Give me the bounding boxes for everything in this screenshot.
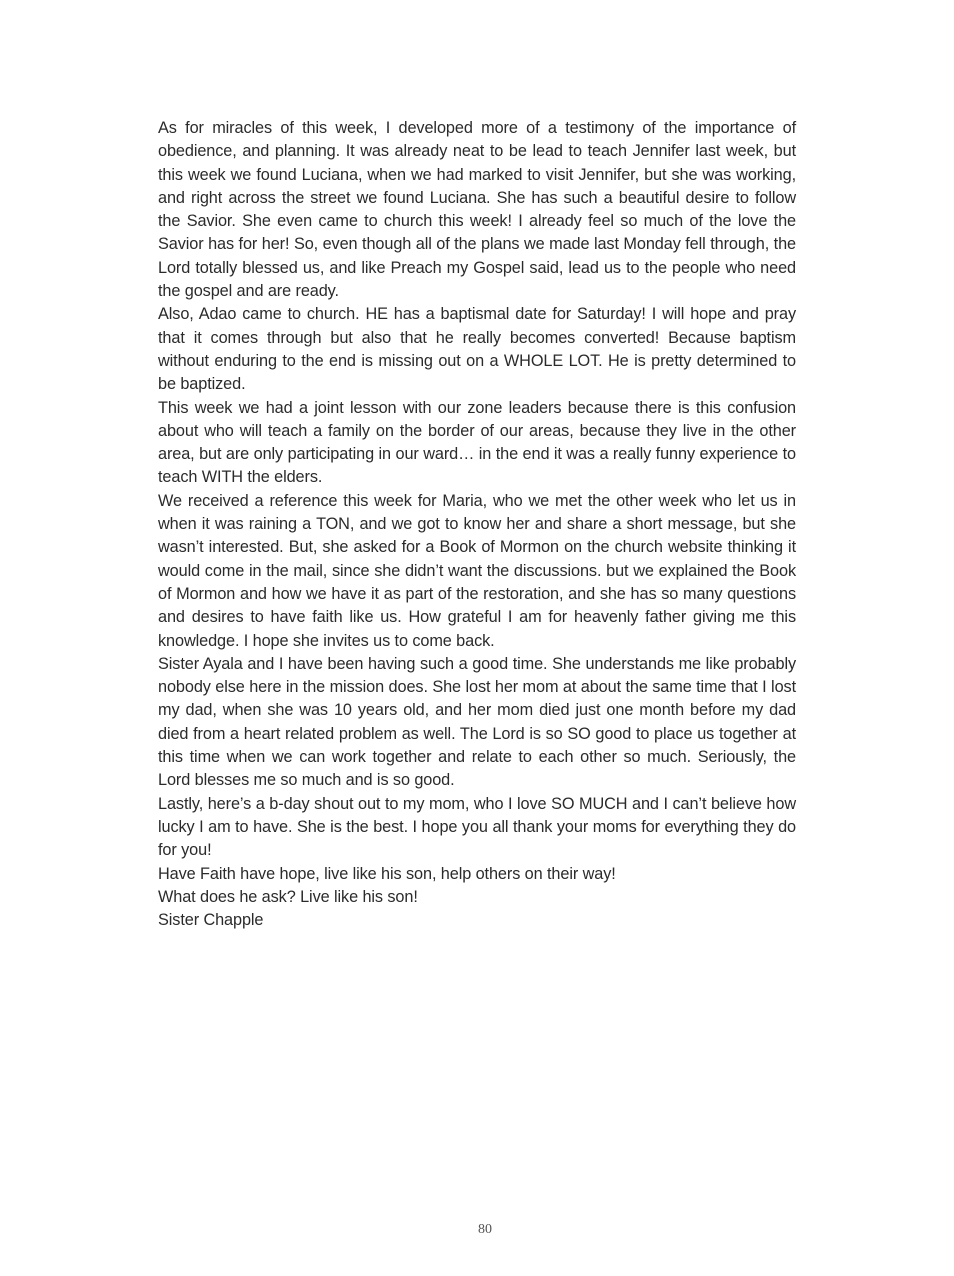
paragraph-joint-lesson: This week we had a joint lesson with our zone leaders because there is this confusion about who will teach a family on the border of our areas, because they live in the other area, but are only participating in our ward… in the end it was a really funny experience to teach WITH the elders. (158, 398, 796, 487)
paragraph-what-does-he-ask: What does he ask? Live like his son! (158, 887, 418, 906)
page-number: 80 (478, 1222, 492, 1237)
paragraph-miracles: As for miracles of this week, I developed more of a testimony of the importance of obedience, and planning. It was already neat to be lead to teach Jennifer last week, but this week we found Luciana, when we had marked to visit Jennifer, but she was working, and right across the street we found Luciana. She has such a beautiful desire to follow the Savior. She even came to church this week! I already feel so much of the love the Savior has for her! So, even though all of the plans we made last Monday fell through, the Lord totally blessed us, and like Preach my Gospel said, lead us to the people who need the gospel and are ready. (158, 119, 796, 301)
letter-body (158, 117, 796, 932)
paragraph-birthday: Lastly, here’s a b-day shout out to my mom, who I love SO MUCH and I can’t believe how lucky I am to have. She is the best. I hope you all thank your moms for everything they do for you! (158, 794, 796, 860)
paragraph-have-faith: Have Faith have hope, live like his son, help others on their way! (158, 864, 616, 883)
signature-line: Sister Chapple (158, 911, 264, 930)
paragraph-sister-ayala: Sister Ayala and I have been having such a good time. She understands me like probably nobody else here in the mission does. She lost her mom at about the same time that I lost my dad, when she was 10 years old, and her mom died just one month before my dad died from a heart related problem as well. The Lord is so SO good to place us together at this time when we can work together and relate to each other so much. Seriously, the Lord blesses me so much and is so good. (158, 654, 796, 790)
paragraph-maria: We received a reference this week for Maria, who we met the other week who let us in when it was raining a TON, and we got to know her and share a short message, but she wasn’t interested. But, she asked for a Book of Mormon on the church website thinking it would come in the mail, since she didn’t want the discussions. but we explained the Book of Mormon and how we have it as part of the restoration, and she has so many questions and desires to have faith like us. How grateful I am for heavenly father giving me this knowledge. I hope she invites us to come back. (158, 491, 796, 650)
paragraph-adao: Also, Adao came to church. HE has a baptismal date for Saturday! I will hope and pray that it comes through but also that he really becomes converted! Because baptism without enduring to the end is missing out on a WHOLE LOT. He is pretty determined to be baptized. (158, 305, 796, 394)
